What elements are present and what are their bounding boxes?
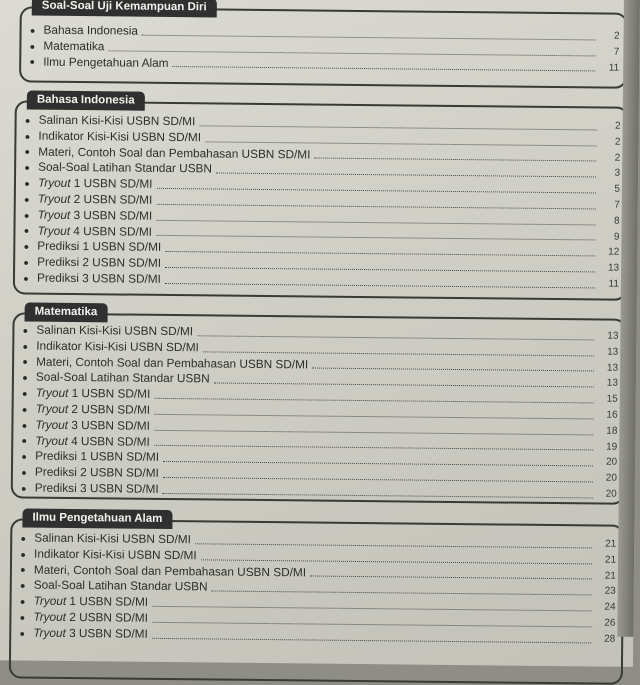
toc-item-page: 2: [614, 120, 621, 132]
toc-item-label: Soal-Soal Latihan Standar USBN: [33, 577, 208, 594]
bullet-icon: ●: [29, 56, 36, 67]
toc-item-label: Tryout 2 USBN SD/MI: [37, 191, 153, 207]
toc-item-label: Tryout 4 USBN SD/MI: [37, 223, 153, 239]
dot-leader: [165, 283, 595, 289]
section-ipa: [9, 511, 625, 684]
toc-item-label: Tryout 3 USBN SD/MI: [37, 207, 153, 223]
toc-item-label: Salinan Kisi-Kisi USBN SD/MI: [38, 112, 196, 129]
dot-leader: [214, 383, 594, 388]
dot-leader: [197, 335, 594, 340]
bullet-icon: ●: [21, 483, 27, 494]
toc-item-page: 28: [604, 633, 616, 645]
toc-item-label: Soal-Soal Latihan Standar USBN: [38, 160, 212, 176]
toc-item-label: Salinan Kisi-Kisi USBN SD/MI: [34, 530, 192, 547]
bullet-icon: ●: [20, 564, 26, 575]
toc-item-label: Tryout 4 USBN SD/MI: [35, 433, 150, 449]
toc-item-page: 8: [613, 215, 620, 227]
toc-item-label: Materi, Contoh Soal dan Pembahasan USBN SD/MI: [38, 144, 311, 162]
dot-leader: [205, 141, 596, 146]
bullet-icon: ●: [23, 241, 30, 252]
toc-item-page: 26: [604, 617, 616, 629]
toc-item-page: 2: [614, 152, 621, 164]
dot-leader: [216, 173, 596, 178]
section-uji-kemampuan: [19, 0, 628, 88]
toc-item-label: Salinan Kisi-Kisi USBN SD/MI: [36, 322, 194, 339]
toc-item-page: 12: [608, 246, 620, 259]
toc-item-label: Prediksi 3 USBN SD/MI: [36, 270, 161, 286]
toc-item-label: Prediksi 2 USBN SD/MI: [34, 464, 159, 481]
toc-item-page: 13: [607, 346, 619, 358]
bullet-icon: ●: [21, 435, 28, 446]
toc-item-label: Prediksi 2 USBN SD/MI: [37, 254, 162, 271]
bullet-icon: ●: [19, 580, 26, 591]
dot-leader: [199, 125, 596, 130]
toc-item-label: Tryout 1 USBN SD/MI: [37, 175, 153, 192]
toc-item-page: 24: [604, 601, 616, 613]
toc-item-label: Bahasa Indonesia: [43, 22, 139, 38]
bullet-icon: ●: [19, 628, 26, 639]
toc-item-label: Matematika: [43, 38, 105, 54]
bullet-icon: ●: [24, 146, 31, 157]
toc-item-page: 21: [604, 570, 616, 582]
toc-item-page: 21: [604, 554, 617, 566]
toc-item-label: Prediksi 1 USBN SD/MI: [35, 448, 160, 465]
bullet-icon: ●: [21, 451, 27, 462]
toc-item-label: Soal-Soal Latihan Standar USBN: [35, 369, 210, 386]
bullet-icon: ●: [20, 533, 27, 544]
bullet-icon: ●: [19, 612, 26, 623]
dot-leader: [211, 591, 591, 596]
toc-item-page: 2: [613, 30, 620, 42]
section-title: Ilmu Pengetahuan Alam: [22, 508, 172, 529]
toc-item-page: 18: [606, 425, 618, 437]
bullet-icon: ●: [23, 225, 30, 236]
bullet-icon: ●: [22, 325, 29, 336]
toc-item-label: Indikator Kisi-Kisi USBN SD/MI: [36, 338, 199, 355]
toc-item-page: 5: [614, 183, 621, 195]
toc-list: [11, 530, 622, 647]
toc-item-label: Ilmu Pengetahuan Alam: [43, 54, 169, 70]
toc-item-page: 11: [608, 278, 620, 290]
section-title: Bahasa Indonesia: [27, 90, 145, 110]
toc-item-page: 20: [605, 456, 618, 469]
toc-item-label: Tryout 1 USBN SD/MI: [35, 385, 151, 401]
toc-list: [15, 112, 627, 292]
section-title: Matematika: [25, 302, 108, 322]
toc-item-label: Indikator Kisi-Kisi USBN SD/MI: [34, 546, 197, 563]
toc-item-page: 21: [605, 538, 617, 550]
toc-list: [13, 322, 625, 502]
toc-item-label: Indikator Kisi-Kisi USBN SD/MI: [38, 128, 202, 145]
bullet-icon: ●: [24, 178, 30, 189]
bullet-icon: ●: [20, 549, 26, 560]
toc-item-label: Prediksi 3 USBN SD/MI: [34, 480, 159, 496]
toc-item-page: 15: [606, 393, 618, 405]
bullet-icon: ●: [24, 115, 31, 126]
toc-item-page: 19: [606, 441, 618, 453]
toc-item-label: Tryout 3 USBN SD/MI: [35, 417, 151, 433]
toc-item-page: 11: [608, 62, 620, 74]
toc-item-label: Prediksi 1 USBN SD/MI: [37, 238, 162, 255]
toc-item-page: 13: [607, 330, 619, 342]
dot-leader: [165, 267, 595, 273]
toc-item-label: Tryout 2 USBN SD/MI: [35, 401, 151, 417]
page-edge: [617, 0, 640, 637]
dot-leader: [163, 461, 593, 467]
dot-leader: [312, 368, 594, 372]
dot-leader: [163, 477, 593, 483]
dot-leader: [195, 543, 592, 548]
bullet-icon: ●: [22, 372, 28, 383]
dot-leader: [152, 637, 591, 643]
bullet-icon: ●: [22, 341, 29, 352]
toc-item-label: Materi, Contoh Soal dan Pembahasan USBN SD/MI: [33, 562, 307, 580]
toc-item-page: 2: [614, 136, 621, 148]
toc-item-label: Materi, Contoh Soal dan Pembahasan USBN SD/MI: [36, 354, 309, 372]
bullet-icon: ●: [19, 596, 26, 607]
section-title: Soal-Soal Uji Kemampuan Diri: [32, 0, 217, 17]
bullet-icon: ●: [21, 404, 28, 415]
dot-leader: [172, 66, 595, 71]
toc-item-page: 20: [605, 472, 617, 484]
dot-leader: [165, 251, 595, 257]
toc-item-page: 9: [613, 231, 620, 243]
bullet-icon: ●: [24, 131, 31, 142]
dot-leader: [163, 493, 593, 499]
bullet-icon: ●: [22, 388, 28, 399]
toc-item-page: 7: [613, 46, 620, 58]
bullet-icon: ●: [21, 467, 27, 478]
toc-item-page: 16: [606, 409, 618, 421]
toc-item-page: 7: [614, 199, 620, 211]
dot-leader: [201, 559, 592, 564]
toc-item-label: Tryout 2 USBN SD/MI: [33, 609, 149, 625]
bullet-icon: ●: [29, 25, 36, 36]
toc-item-page: 13: [606, 362, 619, 374]
bullet-icon: ●: [23, 257, 29, 268]
toc-item-page: 20: [605, 488, 617, 500]
section-bahasa-indonesia: [13, 93, 629, 300]
bullet-icon: ●: [24, 194, 30, 205]
section-matematika: [11, 305, 627, 504]
toc-item-label: Tryout 3 USBN SD/MI: [33, 625, 148, 641]
toc-list: [21, 22, 625, 76]
bullet-icon: ●: [22, 356, 28, 367]
toc-item-page: 23: [604, 585, 616, 598]
bullet-icon: ●: [24, 162, 30, 173]
toc-item-page: 13: [607, 262, 620, 274]
toc-item-page: 13: [606, 377, 618, 390]
toc-item-label: Tryout 1 USBN SD/MI: [33, 593, 149, 609]
bullet-icon: ●: [23, 210, 30, 221]
dot-leader: [310, 576, 592, 580]
dot-leader: [203, 351, 594, 356]
bullet-icon: ●: [21, 420, 28, 431]
bullet-icon: ●: [23, 273, 29, 284]
toc-item-page: 3: [614, 168, 621, 180]
bullet-icon: ●: [29, 41, 36, 52]
dot-leader: [314, 158, 596, 162]
